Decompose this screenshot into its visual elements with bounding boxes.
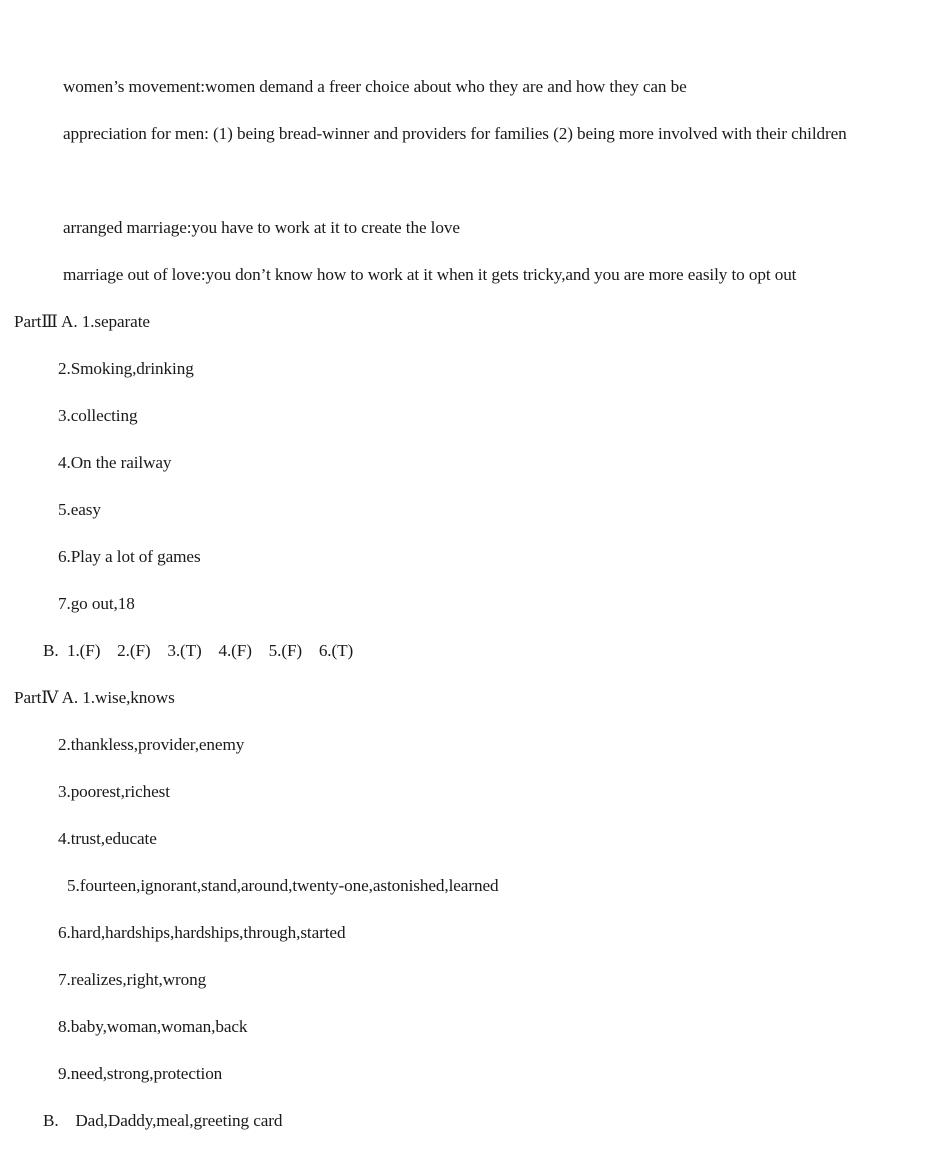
- part-3-answer-6: 6.Play a lot of games: [58, 547, 201, 566]
- part-4-answer-8: 8.baby,woman,woman,back: [58, 1017, 248, 1036]
- part-4-answer-9: 9.need,strong,protection: [58, 1064, 223, 1083]
- part-3-answer-5: 5.easy: [58, 500, 101, 519]
- text-line-marriage-out-of-love: marriage out of love:you don’t know how to work at it when it gets tricky,and you are more easily to opt out: [63, 265, 797, 284]
- text-line-appreciation-for-men: appreciation for men: (1) being bread-winner and providers for families (2) being more involved with their children: [63, 124, 847, 143]
- part-3-answer-3: 3.collecting: [58, 406, 138, 425]
- part-3-answer-7: 7.go out,18: [58, 594, 135, 613]
- part-4-section-b: B. Dad,Daddy,meal,greeting card: [43, 1111, 283, 1130]
- part-4-answer-5: 5.fourteen,ignorant,stand,around,twenty-one,astonished,learned: [67, 876, 499, 895]
- part-4-answer-3: 3.poorest,richest: [58, 782, 170, 801]
- part-3-answer-2: 2.Smoking,drinking: [58, 359, 194, 378]
- part-4-heading: PartⅣ A. 1.wise,knows: [14, 688, 175, 707]
- part-3-heading: PartⅢ A. 1.separate: [14, 312, 150, 331]
- text-line-arranged-marriage: arranged marriage:you have to work at it to create the love: [63, 218, 460, 237]
- part-3-section-b: B. 1.(F) 2.(F) 3.(T) 4.(F) 5.(F) 6.(T): [43, 641, 354, 660]
- part-3-answer-4: 4.On the railway: [58, 453, 172, 472]
- part-4-answer-4: 4.trust,educate: [58, 829, 157, 848]
- part-4-answer-6: 6.hard,hardships,hardships,through,started: [58, 923, 346, 942]
- part-4-answer-2: 2.thankless,provider,enemy: [58, 735, 245, 754]
- text-line-womens-movement: women’s movement:women demand a freer choice about who they are and how they can be: [63, 77, 687, 96]
- part-4-answer-7: 7.realizes,right,wrong: [58, 970, 207, 989]
